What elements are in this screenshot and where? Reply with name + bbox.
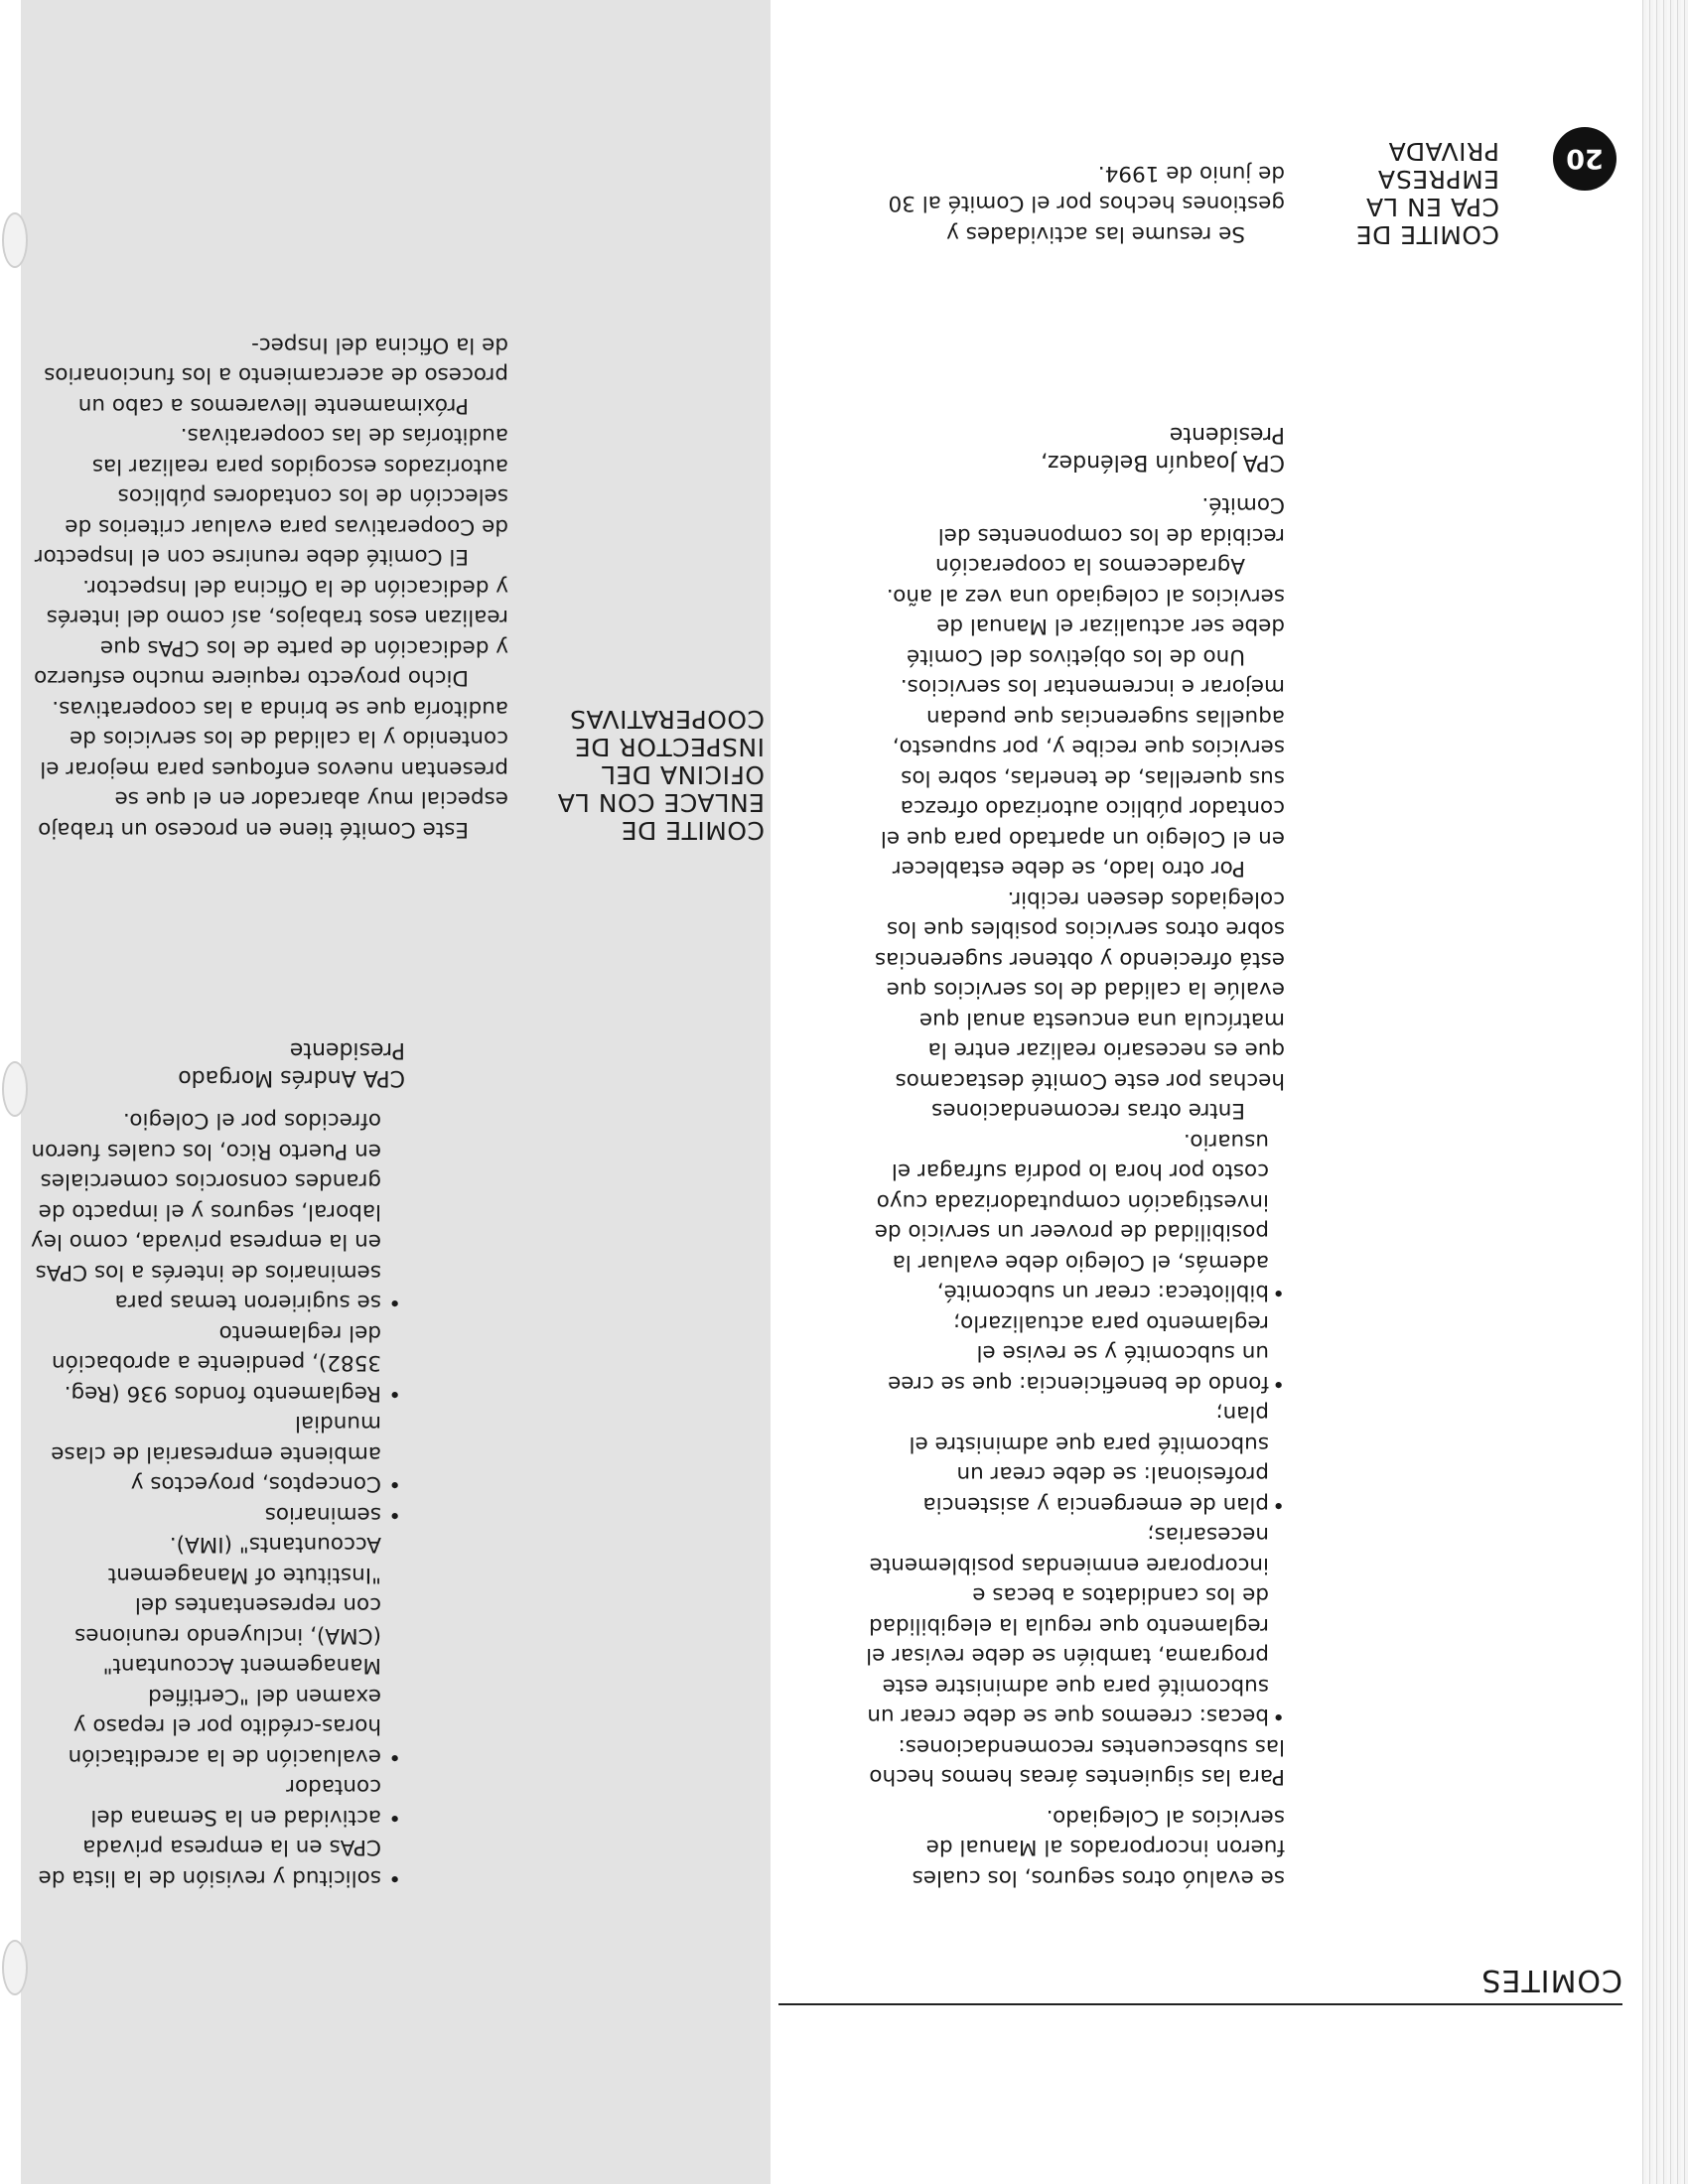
list-item: • evaluación de la acreditación horas-crédito por el repaso y examen del "Certified Management Accountant" (CMA), incluyendo reuniones con representantes del "Institute of Management Accountants" (IMA). xyxy=(30,1529,405,1771)
paragraph-text: Uno de los objetivos del Comité debe ser actualizar el Manual de servicios al colegiado una vez al año. xyxy=(886,584,1285,669)
punch-hole xyxy=(2,1061,28,1117)
binding-edge xyxy=(1642,0,1688,2184)
paragraph-text: Por otro lado, se debe establecer en el Colegio un apartado para que el contador público autorizado ofrezca sus querellas, de tenerlas, sobre los servicios que recibe y, por supuesto, aquellas sugerencias que puedan mejorar e incrementar los servicios. xyxy=(880,674,1285,882)
signature-name: CPA Joaquín Beléndez, xyxy=(1041,450,1285,475)
signature-name: CPA Andrés Morgado xyxy=(178,1065,405,1090)
section-heading: COMITE DE CPA EN LA EMPRESA PRIVADA xyxy=(1355,137,1499,249)
page-title: COMITES xyxy=(1480,1963,1622,1997)
section-body xyxy=(32,330,508,845)
column-left xyxy=(866,420,1285,1892)
bullet-item: • becas: creemos que se debe crear un subcomité para que administre este programa, también se debe revisar el reglamento que regula la elegibilidad de los candidatos a becas e incorporare enmiendas posiblemente necesarias; xyxy=(866,1519,1285,1731)
page-number-badge: 20 xyxy=(1553,127,1617,191)
bullet-item: • plan de emergencia y asistencia profesional: se debe crear un subcomité para que administre el plan; xyxy=(866,1398,1285,1519)
list-item: • Reglamento fondos 936 (Reg. 3582), pendiente a aprobación del reglamento xyxy=(30,1317,405,1409)
paragraph xyxy=(32,330,508,421)
bullet-item: • biblioteca: crear un subcomité, además, el Colegio debe evaluar la posibilidad de proveer un servicio de investigación computadorizada cuyo costo por hora lo podría sufragar el usuario. xyxy=(866,1126,1285,1307)
paragraph xyxy=(866,671,1285,884)
list-item: • se sugirieron temas para seminarios de interés a los CPAs en la empresa privada, como ley laboral, seguros y el impacto de grandes consorcios comerciales en Puerto Rico, los cuales fueron ofrecidos por el Colegio. xyxy=(30,1105,405,1317)
list-item: • Conceptos, proyectos y ambiente empresarial de clase mundial xyxy=(30,1408,405,1499)
paragraph-text: Se resume las actividades y gestiones hechos por el Comité al 30 de junio de 1994. xyxy=(888,161,1285,246)
paragraph xyxy=(866,489,1285,581)
paragraph xyxy=(866,581,1285,672)
paragraph: se evaluó otros seguros, los cuales fueron incorporados al Manual de servicios al Colegiado. xyxy=(912,1805,1285,1890)
bullet-item: • fondo de beneficiencia: que se cree un subcomité y se revise el reglamento para actualizarlo; xyxy=(866,1307,1285,1399)
paragraph-text: Agradecemos la cooperación recibida de los componentes del Comité. xyxy=(934,492,1285,579)
signature-title: Presidente xyxy=(1169,422,1285,447)
signature-block xyxy=(866,420,1285,476)
column-right xyxy=(30,1035,405,1892)
paragraph-text: Entre otras recomendaciones hechas por este Comité destacamos que es necesario realizar entre la matrícula una encuesta anual que evalúe la calidad de los servicios que está ofreciendo y obtener sugerencias sobre otros servicios posibles que los colegiados deseen recibir. xyxy=(874,887,1285,1124)
list-item: • seminarios xyxy=(30,1499,405,1530)
header-rule xyxy=(778,2003,1622,2005)
section-heading: COMITE DE ENLACE CON LA OFICINA DEL INSPECTOR DE COOPERATIVAS xyxy=(557,705,765,845)
paragraph-text: Dicho proyecto requiere mucho esfuerzo y dedicación de parte de los CPAs que realizan esos trabajos, así como del interés y dedicación de la Oficina del Inspector. xyxy=(34,575,508,691)
paragraph: Para las siguientes áreas hemos hecho las subsecuentes recomendaciones: xyxy=(869,1734,1285,1790)
signature-title: Presidente xyxy=(289,1037,405,1062)
paragraph-text: Este Comité tiene en proceso un trabajo especial muy abarcador en el que se presentan nuevos enfoques para mejorar el contenido y la calidad de los servicios de auditoría que se brinda a las cooperativas. xyxy=(38,696,508,842)
paragraph xyxy=(32,420,508,572)
paragraph xyxy=(32,572,508,693)
paragraph xyxy=(32,693,508,845)
list-item: • actividad en la Semana del contador xyxy=(30,1771,405,1832)
punch-hole xyxy=(2,1940,28,1995)
punch-hole xyxy=(2,212,28,268)
paragraph-text: Próximamente llevaremos a cabo un proceso de acercamiento a los funcionarios de la Oficina del Inspec- xyxy=(44,333,508,418)
signature-block xyxy=(30,1035,405,1091)
paragraph-text: El Comité debe reunirse con el Inspector de Cooperativas para evaluar criterios de selección de los contadores públicos autorizados escogidos para realizar las auditorías de las cooperativas. xyxy=(34,423,508,570)
list-item: • solicitud y revisión de la lista de CPAs en la empresa privada xyxy=(30,1832,405,1892)
section-intro xyxy=(888,158,1285,249)
paragraph xyxy=(866,884,1285,1126)
activity-list xyxy=(30,1105,405,1892)
